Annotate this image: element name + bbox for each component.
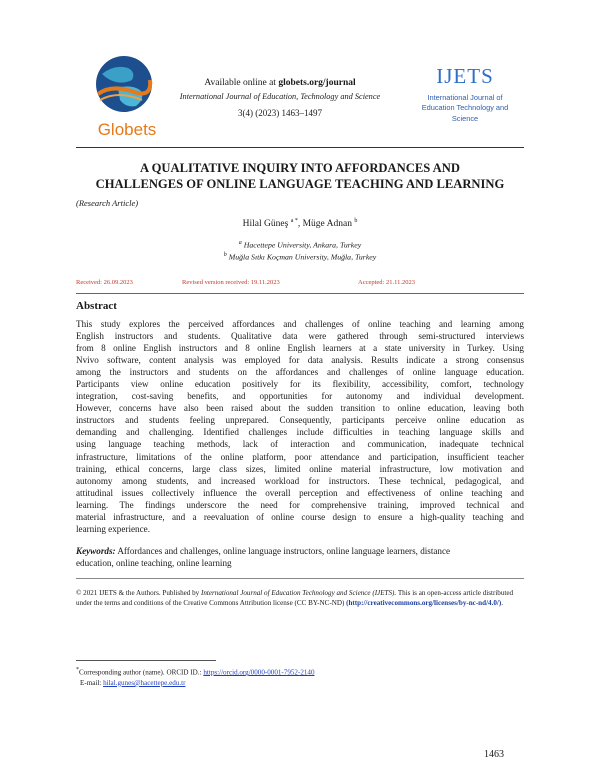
accepted-date: Accepted: 21.11.2023 xyxy=(358,279,415,286)
abstract-line: autonomy among students, and increased workload for instructors. These technical, pedagogical, and xyxy=(76,475,524,486)
title-line-1: A QUALITATIVE INQUIRY INTO AFFORDANCES AND xyxy=(140,161,460,175)
ijets-title: IJETS xyxy=(436,64,494,88)
affiliation-2-text: Muğla Sıtkı Koçman University, Muğla, Turkey xyxy=(228,252,377,262)
author-1: Hilal Güneş xyxy=(242,219,289,230)
abstract-line: However, concerns have also been raised about the sudden transition to online education, leaving both xyxy=(76,403,524,414)
journal-header xyxy=(160,76,400,121)
license-prefix: © 2021 IJETS & the Authors. Published by xyxy=(76,589,201,597)
ijets-badge xyxy=(412,66,518,124)
authors xyxy=(76,218,524,229)
orcid-link[interactable]: https://orcid.org/0000-0001-7952-2140 xyxy=(203,668,315,677)
author-sep: , Müge Adnan xyxy=(297,219,352,230)
article-title xyxy=(76,160,524,193)
header-divider xyxy=(76,147,524,148)
license-journal: International Journal of Education Technology and Science (IJETS). xyxy=(201,589,397,597)
abstract-line: among the instructors and students on the affordances and challenges of online language education. xyxy=(76,367,524,378)
abstract-line: demanding and challenging. Identified challenges include difficulties in teaching language skills and xyxy=(76,427,524,438)
abstract-line: from 8 online English instructors and 8 online English learners at a state university in Turkey. Using xyxy=(76,343,524,354)
keywords-divider xyxy=(76,578,524,579)
keywords xyxy=(76,545,524,569)
keywords-line-2: education, online teaching, online learning xyxy=(76,558,232,569)
keywords-text-1: Affordances and challenges, online language instructors, online language learners, distance xyxy=(115,546,451,556)
abstract-line: This study explores the perceived affordances and challenges of online teaching and learning among xyxy=(76,319,524,329)
abstract-line: material infrastructure, and a reevaluation of online course design to ensure a high-quality teaching and xyxy=(76,511,524,522)
author-1-sup: a * xyxy=(290,218,298,224)
abstract-line: infrastructure, limitations of the online platform, poor attendance and participation, insufficient teacher xyxy=(76,451,524,462)
author-2-sup: b xyxy=(354,218,358,224)
affiliation-1-sup: a xyxy=(238,240,242,246)
title-line-2: CHALLENGES OF ONLINE LANGUAGE TEACHING AND LEARNING xyxy=(95,177,505,192)
abstract-line: integration, cost-saving benefits, and opportunities for autonomy and individual development. xyxy=(76,391,524,402)
page-number: 1463 xyxy=(484,749,504,760)
globets-logo xyxy=(94,54,154,114)
abstract-line: training, ethical concerns, large class sizes, limited online material infrastructure, low motivation and xyxy=(76,463,524,474)
abstract-line: learning. The findings underscore the need for comprehensive training, improved technical and xyxy=(76,499,524,510)
abstract-heading: Abstract xyxy=(76,300,117,312)
keywords-line-1 xyxy=(76,545,524,557)
email-label: E-mail: xyxy=(80,678,104,687)
keywords-label: Keywords: xyxy=(76,546,116,556)
abstract-line: attitudinal issues collectively influence the overall perception and effectiveness of online teaching and xyxy=(76,487,524,498)
affiliation-1-text: Hacettepe University, Ankara, Turkey xyxy=(243,240,362,250)
footnote-text: Corresponding author (name). ORCID ID.: xyxy=(79,668,204,677)
abstract-line: Participants view online education positively for its flexibility, accessibility, comfort, technology xyxy=(76,379,524,390)
dates-divider xyxy=(76,293,524,294)
received-date: Received: 26.09.2023 xyxy=(76,279,133,286)
footnote xyxy=(76,665,524,688)
email-link[interactable]: hilal.gunes@hacettepe.edu.tr xyxy=(103,678,186,687)
affiliation-1 xyxy=(76,240,524,250)
available-online xyxy=(160,76,400,91)
available-prefix: Available online at xyxy=(204,78,279,88)
affiliation-2-sup: b xyxy=(223,252,227,258)
logo-text: Globets xyxy=(97,120,157,139)
license-end: . xyxy=(501,599,504,608)
license-url[interactable]: (http://creativecommons.org/licenses/by-nc-nd/4.0/) xyxy=(346,599,502,608)
abstract-line: instructors and students feeling unprepared. Consequently, participants perceive online education as xyxy=(76,415,524,426)
available-site[interactable]: globets.org/journal xyxy=(278,78,356,88)
abstract-body xyxy=(76,318,524,535)
article-type: (Research Article) xyxy=(76,198,139,208)
abstract-line: English instructors and students. Qualitative data were gathered through semi-structured interviews xyxy=(76,331,524,342)
abstract-line: using language teaching methods, lack of interaction and communication, inadequate technical xyxy=(76,439,524,450)
footnote-divider xyxy=(76,660,216,661)
volume-issue: 3(4) (2023) 1463–1497 xyxy=(238,107,322,118)
footnote-line-1 xyxy=(76,665,524,678)
license-mid: This is an open-access article distributed under the terms and conditions of the Creative Commons Attribution license (CC BY-NC-ND) xyxy=(76,589,514,608)
footnote-line-2 xyxy=(76,678,524,688)
journal-name: International Journal of Education, Technology and Science xyxy=(179,91,381,101)
abstract-line: Nvivo software, content analysis was employed for data analysis. Results indicate a strong consensus xyxy=(76,355,524,366)
ijets-subtitle: International Journal of Education Technology and Science xyxy=(421,93,509,123)
revised-date: Revised version received: 19.11.2023 xyxy=(182,279,280,286)
footnote-sup: * xyxy=(76,667,79,673)
license-notice xyxy=(76,588,524,609)
affiliation-2 xyxy=(76,252,524,262)
abstract-line: learning experience. xyxy=(76,523,150,534)
